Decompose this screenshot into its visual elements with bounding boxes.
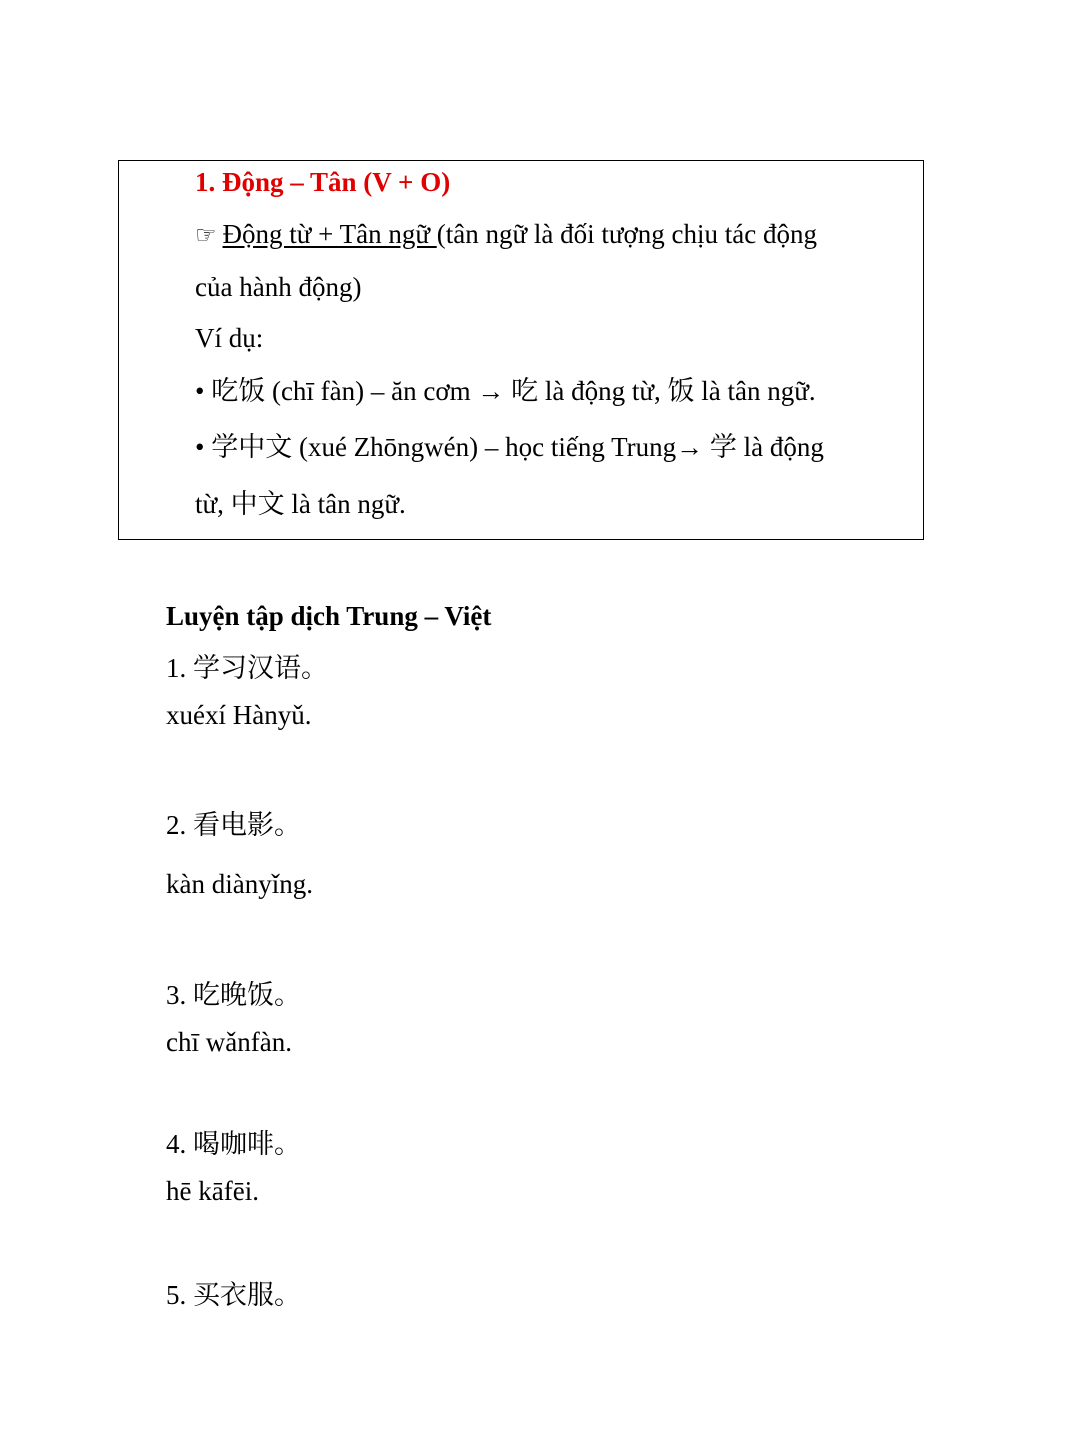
box-title: 1. Động – Tân (V + O) <box>195 167 451 197</box>
example-2-line-2: từ, 中文 là tân ngữ. <box>195 489 406 519</box>
practice-item-1-pinyin: xuéxí Hànyǔ. <box>166 700 312 730</box>
practice-item-4-pinyin: hē kāfēi. <box>166 1176 259 1206</box>
practice-item-3-chinese: 3. 吃晚饭。 <box>166 980 301 1010</box>
example-label: Ví dụ: <box>195 323 264 353</box>
definition-rest: (tân ngữ là đối tượng chịu tác động <box>436 219 817 249</box>
example-2-line-1: • 学中文 (xué Zhōngwén) – học tiếng Trung→ 学 là động <box>195 432 824 462</box>
pointing-hand-icon: ☞ <box>195 221 217 249</box>
example-1: • 吃饭 (chī fàn) – ăn cơm → 吃 là động từ, 饭 là tân ngữ. <box>195 376 816 406</box>
practice-item-3-pinyin: chī wǎnfàn. <box>166 1027 292 1057</box>
definition-underlined: Động từ + Tân ngữ <box>222 219 437 249</box>
definition-line <box>195 221 817 248</box>
practice-item-4-chinese: 4. 喝咖啡。 <box>166 1129 301 1159</box>
practice-item-1-chinese: 1. 学习汉语。 <box>166 653 328 683</box>
practice-item-5-chinese: 5. 买衣服。 <box>166 1280 301 1310</box>
practice-item-2-chinese: 2. 看电影。 <box>166 810 301 840</box>
practice-title: Luyện tập dịch Trung – Việt <box>166 601 492 631</box>
definition-box <box>118 160 924 540</box>
definition-continuation: của hành động) <box>195 272 362 302</box>
practice-item-2-pinyin: kàn diànyǐng. <box>166 869 313 899</box>
